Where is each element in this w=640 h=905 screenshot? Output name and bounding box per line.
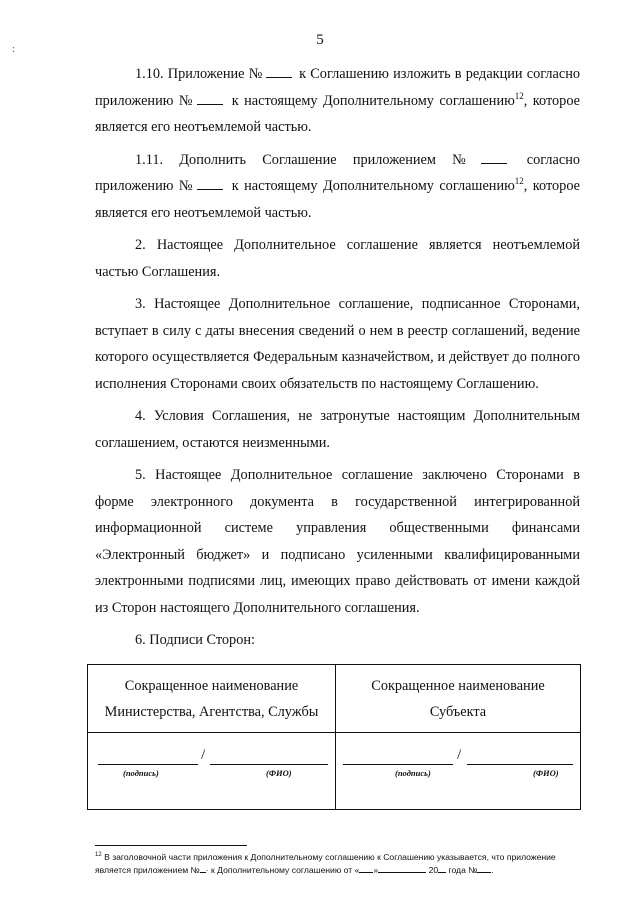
signature-header-ministry: Сокращенное наименование Министерства, Агентства, Службы — [88, 665, 335, 733]
signature-caption: (подпись) — [395, 768, 431, 778]
paragraph-2: 2. Настоящее Дополнительное соглашение является неотъемлемой частью Соглашения. — [95, 237, 580, 280]
signature-line-subject — [343, 749, 573, 765]
signature-column-subject — [335, 665, 581, 809]
paragraph-6: 6. Подписи Сторон: — [135, 632, 255, 648]
footnote: $^{12}$ В заголовочной части приложения к Дополнительному соглашению к Соглашению указывается, что приложение является приложением № · к Дополнительному соглашению от « » 20 года № . — [95, 852, 556, 875]
footnote-ref: 12 — [514, 90, 524, 101]
name-blank — [467, 764, 573, 765]
signature-caption: (подпись) — [123, 768, 159, 778]
signature-blank — [98, 764, 198, 765]
name-caption: (ФИО) — [533, 768, 559, 778]
margin-mark: : — [12, 44, 15, 55]
signature-slash: / — [457, 747, 462, 763]
name-blank — [210, 764, 328, 765]
signature-header-subject: Сокращенное наименование Субъекта — [335, 665, 581, 733]
signature-column-ministry — [88, 665, 336, 809]
footnote-rule — [95, 845, 247, 846]
name-caption: (ФИО) — [266, 768, 292, 778]
signature-table — [87, 664, 581, 810]
paragraph-1-11: 1.11. Дополнить Соглашение приложением № согласно приложению № к настоящему Дополнительному соглашению$^{12}$, которое является его неотъемлемой частью. — [95, 151, 580, 221]
footnote-number: 12 — [95, 852, 102, 859]
paragraph-4: 4. Условия Соглашения, не затронутые настоящим Дополнительным соглашением, остаются неизменными. — [95, 408, 580, 451]
signature-line-ministry — [98, 749, 328, 765]
page-number: 5 — [316, 32, 324, 48]
signature-slash: / — [201, 747, 206, 763]
paragraph-1-10: 1.10. Приложение № к Соглашению изложить в редакции согласно приложению № к настоящему Дополнительному соглашению$^{12}$, которое является его неотъемлемой частью. — [95, 66, 580, 135]
blank-field — [197, 177, 223, 190]
paragraph-5: 5. Настоящее Дополнительное соглашение заключено Сторонами в форме электронного документа в государственной интегрированной информационной системе управления общественными финансами «Электронный бюджет» и подписано усиленными квалифицированными электронными подписями лиц, имеющих право действовать от имени каждой из Сторон настоящего Дополнительного соглашения. — [95, 467, 580, 616]
paragraph-3: 3. Настоящее Дополнительное соглашение, подписанное Сторонами, вступает в силу с даты внесения сведений о нем в реестр соглашений, ведение которого осуществляется Федеральным казначейством, и действует до полного исполнения Сторонами своих обязательств по настоящему Соглашению. — [95, 296, 580, 392]
blank-field — [481, 151, 507, 164]
blank-field — [197, 92, 223, 105]
blank-field — [266, 65, 292, 78]
signature-blank — [343, 764, 453, 765]
document-body — [95, 61, 580, 660]
footnote-ref: 12 — [514, 176, 524, 187]
